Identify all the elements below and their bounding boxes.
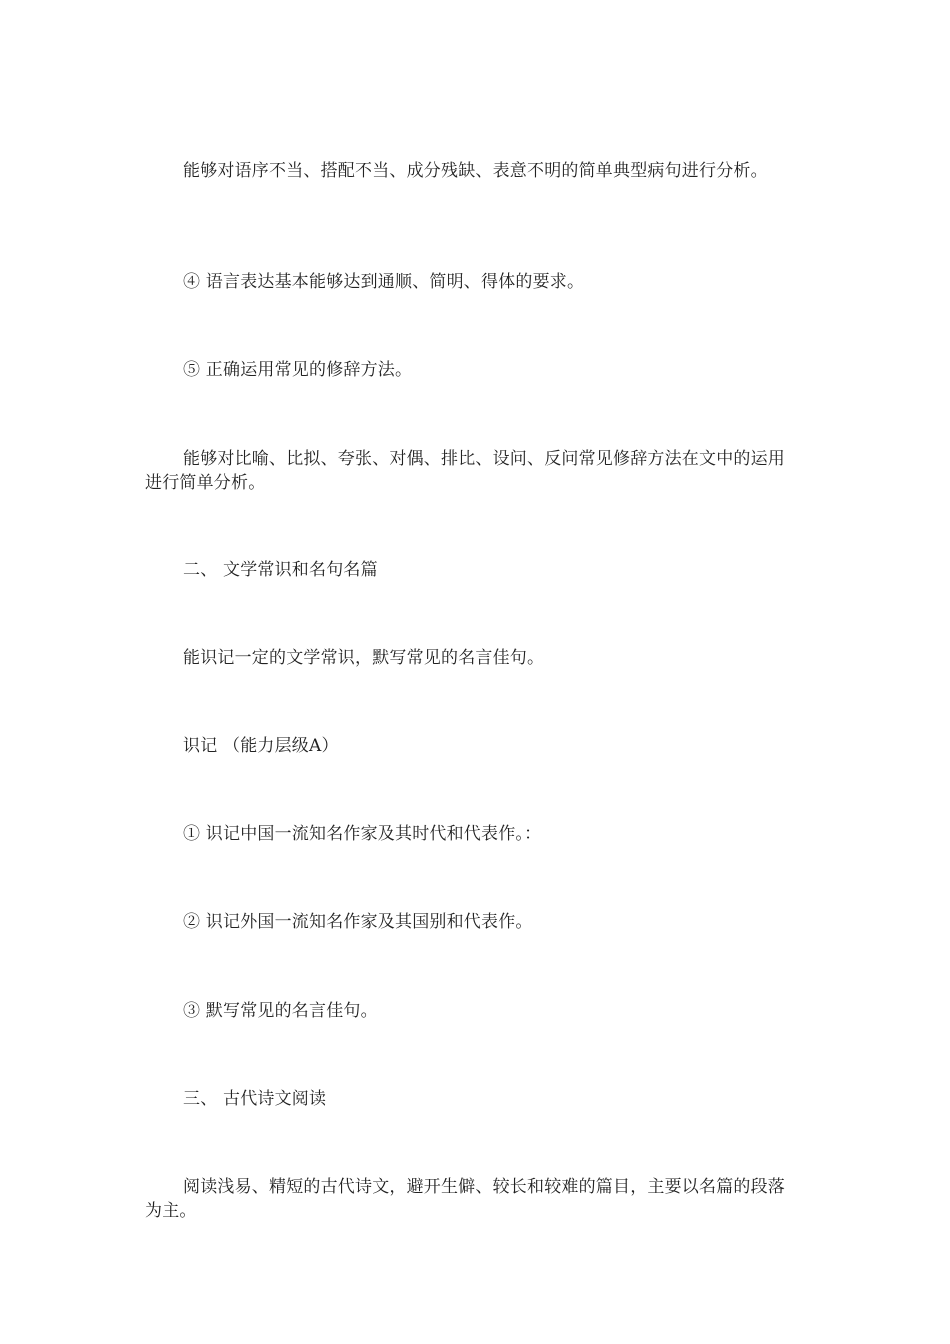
paragraph-literature-knowledge: 能识记一定的文学常识，默写常见的名言佳句。 (183, 648, 545, 668)
paragraph-rhetoric-analysis: 能够对比喻、比拟、夸张、对偶、排比、设问、反问常见修辞方法在文中的运用进行简单分析。 (145, 449, 785, 493)
paragraph-rhetoric-methods: ⑤ 正确运用常见的修辞方法。 (183, 360, 413, 380)
list-item-chinese-writers: ① 识记中国一流知名作家及其时代和代表作。： (183, 824, 542, 844)
list-item-famous-quotes: ③ 默写常见的名言佳句。 (183, 1001, 378, 1021)
paragraph-ancient-reading: 阅读浅易、精短的古代诗文，避开生僻、较长和较难的篇目，主要以名篇的段落为主。 (145, 1177, 785, 1221)
section-heading-literature: 二、 文学常识和名句名篇 (183, 560, 378, 580)
paragraph-memorize-level: 识记 （能力层级A） (183, 736, 339, 756)
section-heading-ancient-poetry: 三、 古代诗文阅读 (183, 1089, 327, 1109)
list-item-foreign-writers: ② 识记外国一流知名作家及其国别和代表作。 (183, 912, 533, 932)
paragraph-expression-requirement: ④ 语言表达基本能够达到通顺、简明、得体的要求。 (183, 272, 585, 292)
paragraph-sentence-analysis: 能够对语序不当、搭配不当、成分残缺、表意不明的简单典型病句进行分析。 (183, 161, 768, 181)
